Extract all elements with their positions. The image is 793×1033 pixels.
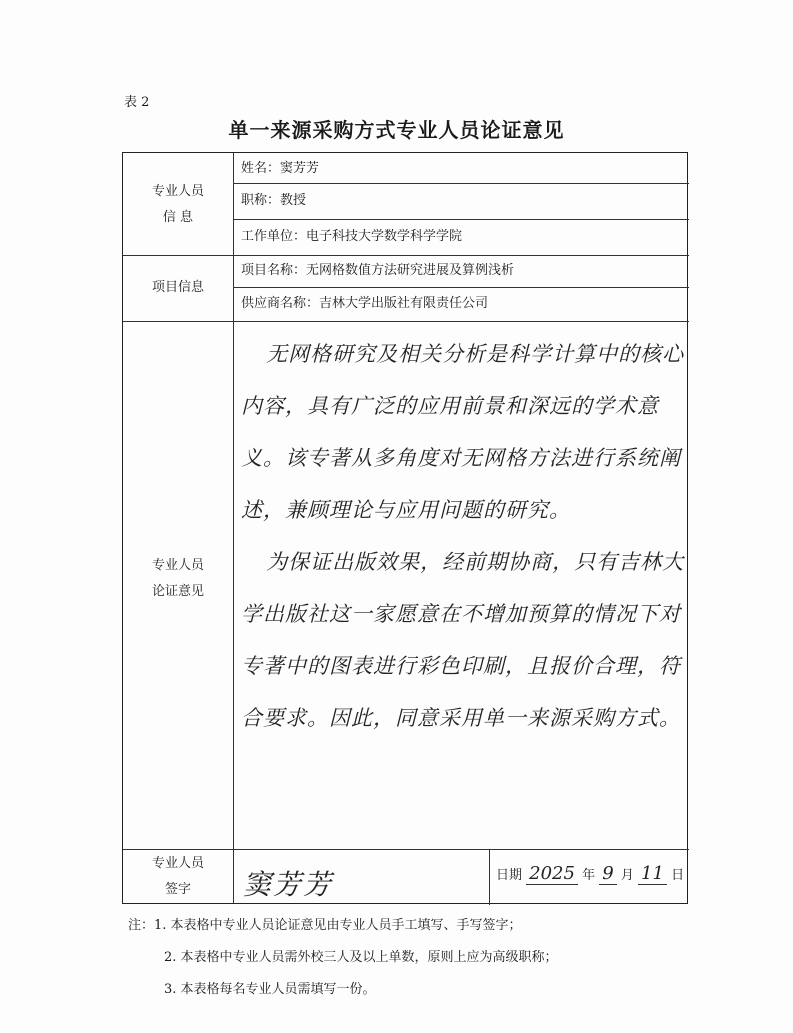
table-number-label: 表 2 bbox=[124, 95, 150, 110]
date-line bbox=[496, 863, 684, 884]
expert-opinion-form bbox=[122, 152, 688, 904]
opinion-paragraph-1: 无网格研究及相关分析是科学计算中的核心内容，具有广泛的应用前景和深远的学术意义。该专著从多角度对无网格方法进行系统阐述，兼顾理论与应用问题的研究。 bbox=[241, 342, 685, 522]
row-divider bbox=[233, 219, 689, 220]
date-month: 9 bbox=[599, 863, 616, 885]
expert-info-label: 专业人员 信 息 bbox=[151, 184, 204, 225]
note-1: 注：1. 本表格中专业人员论证意见由专业人员手工填写、手写签字； bbox=[128, 918, 522, 933]
date-day: 11 bbox=[638, 863, 667, 885]
date-year-unit: 年 bbox=[582, 868, 596, 883]
expert-name-field: 姓名：窦芳芳 bbox=[241, 161, 320, 176]
column-divider bbox=[233, 153, 234, 903]
date-month-unit: 月 bbox=[620, 868, 634, 883]
section-divider bbox=[123, 321, 689, 322]
supplier-name-field: 供应商名称：吉林大学出版社有限责任公司 bbox=[241, 296, 489, 311]
date-day-unit: 日 bbox=[671, 868, 685, 883]
opinion-label: 专业人员 论证意见 bbox=[151, 558, 204, 599]
form-title: 单一来源采购方式专业人员论证意见 bbox=[228, 118, 565, 142]
project-info-label: 项目信息 bbox=[151, 280, 204, 295]
note-3: 3. 本表格每名专业人员需填写一份。 bbox=[164, 982, 376, 997]
row-divider bbox=[233, 287, 689, 288]
handwritten-signature: 窦芳芳 bbox=[243, 868, 334, 901]
project-name-field: 项目名称：无网格数值方法研究进展及算例浅析 bbox=[241, 263, 515, 278]
expert-title-field: 职称：教授 bbox=[241, 193, 307, 208]
notes-prefix: 注： bbox=[128, 918, 155, 933]
date-cell bbox=[489, 849, 690, 905]
row-divider bbox=[233, 183, 689, 184]
note-2: 2. 本表格中专业人员需外校三人及以上单数，原则上应为高级职称； bbox=[164, 950, 558, 965]
handwritten-opinion bbox=[241, 328, 689, 744]
date-prefix: 日期 bbox=[496, 868, 523, 883]
section-divider bbox=[123, 255, 689, 256]
date-year: 2025 bbox=[526, 863, 578, 885]
expert-workplace-field: 工作单位：电子科技大学数学科学学院 bbox=[241, 229, 463, 244]
form-notes bbox=[128, 910, 558, 1006]
signature-label: 专业人员 签字 bbox=[151, 856, 204, 897]
opinion-paragraph-2: 为保证出版效果，经前期协商，只有吉林大学出版社这一家愿意在不增加预算的情况下对专著中的图表进行彩色印刷，且报价合理，符合要求。因此，同意采用单一来源采购方式。 bbox=[241, 550, 685, 730]
